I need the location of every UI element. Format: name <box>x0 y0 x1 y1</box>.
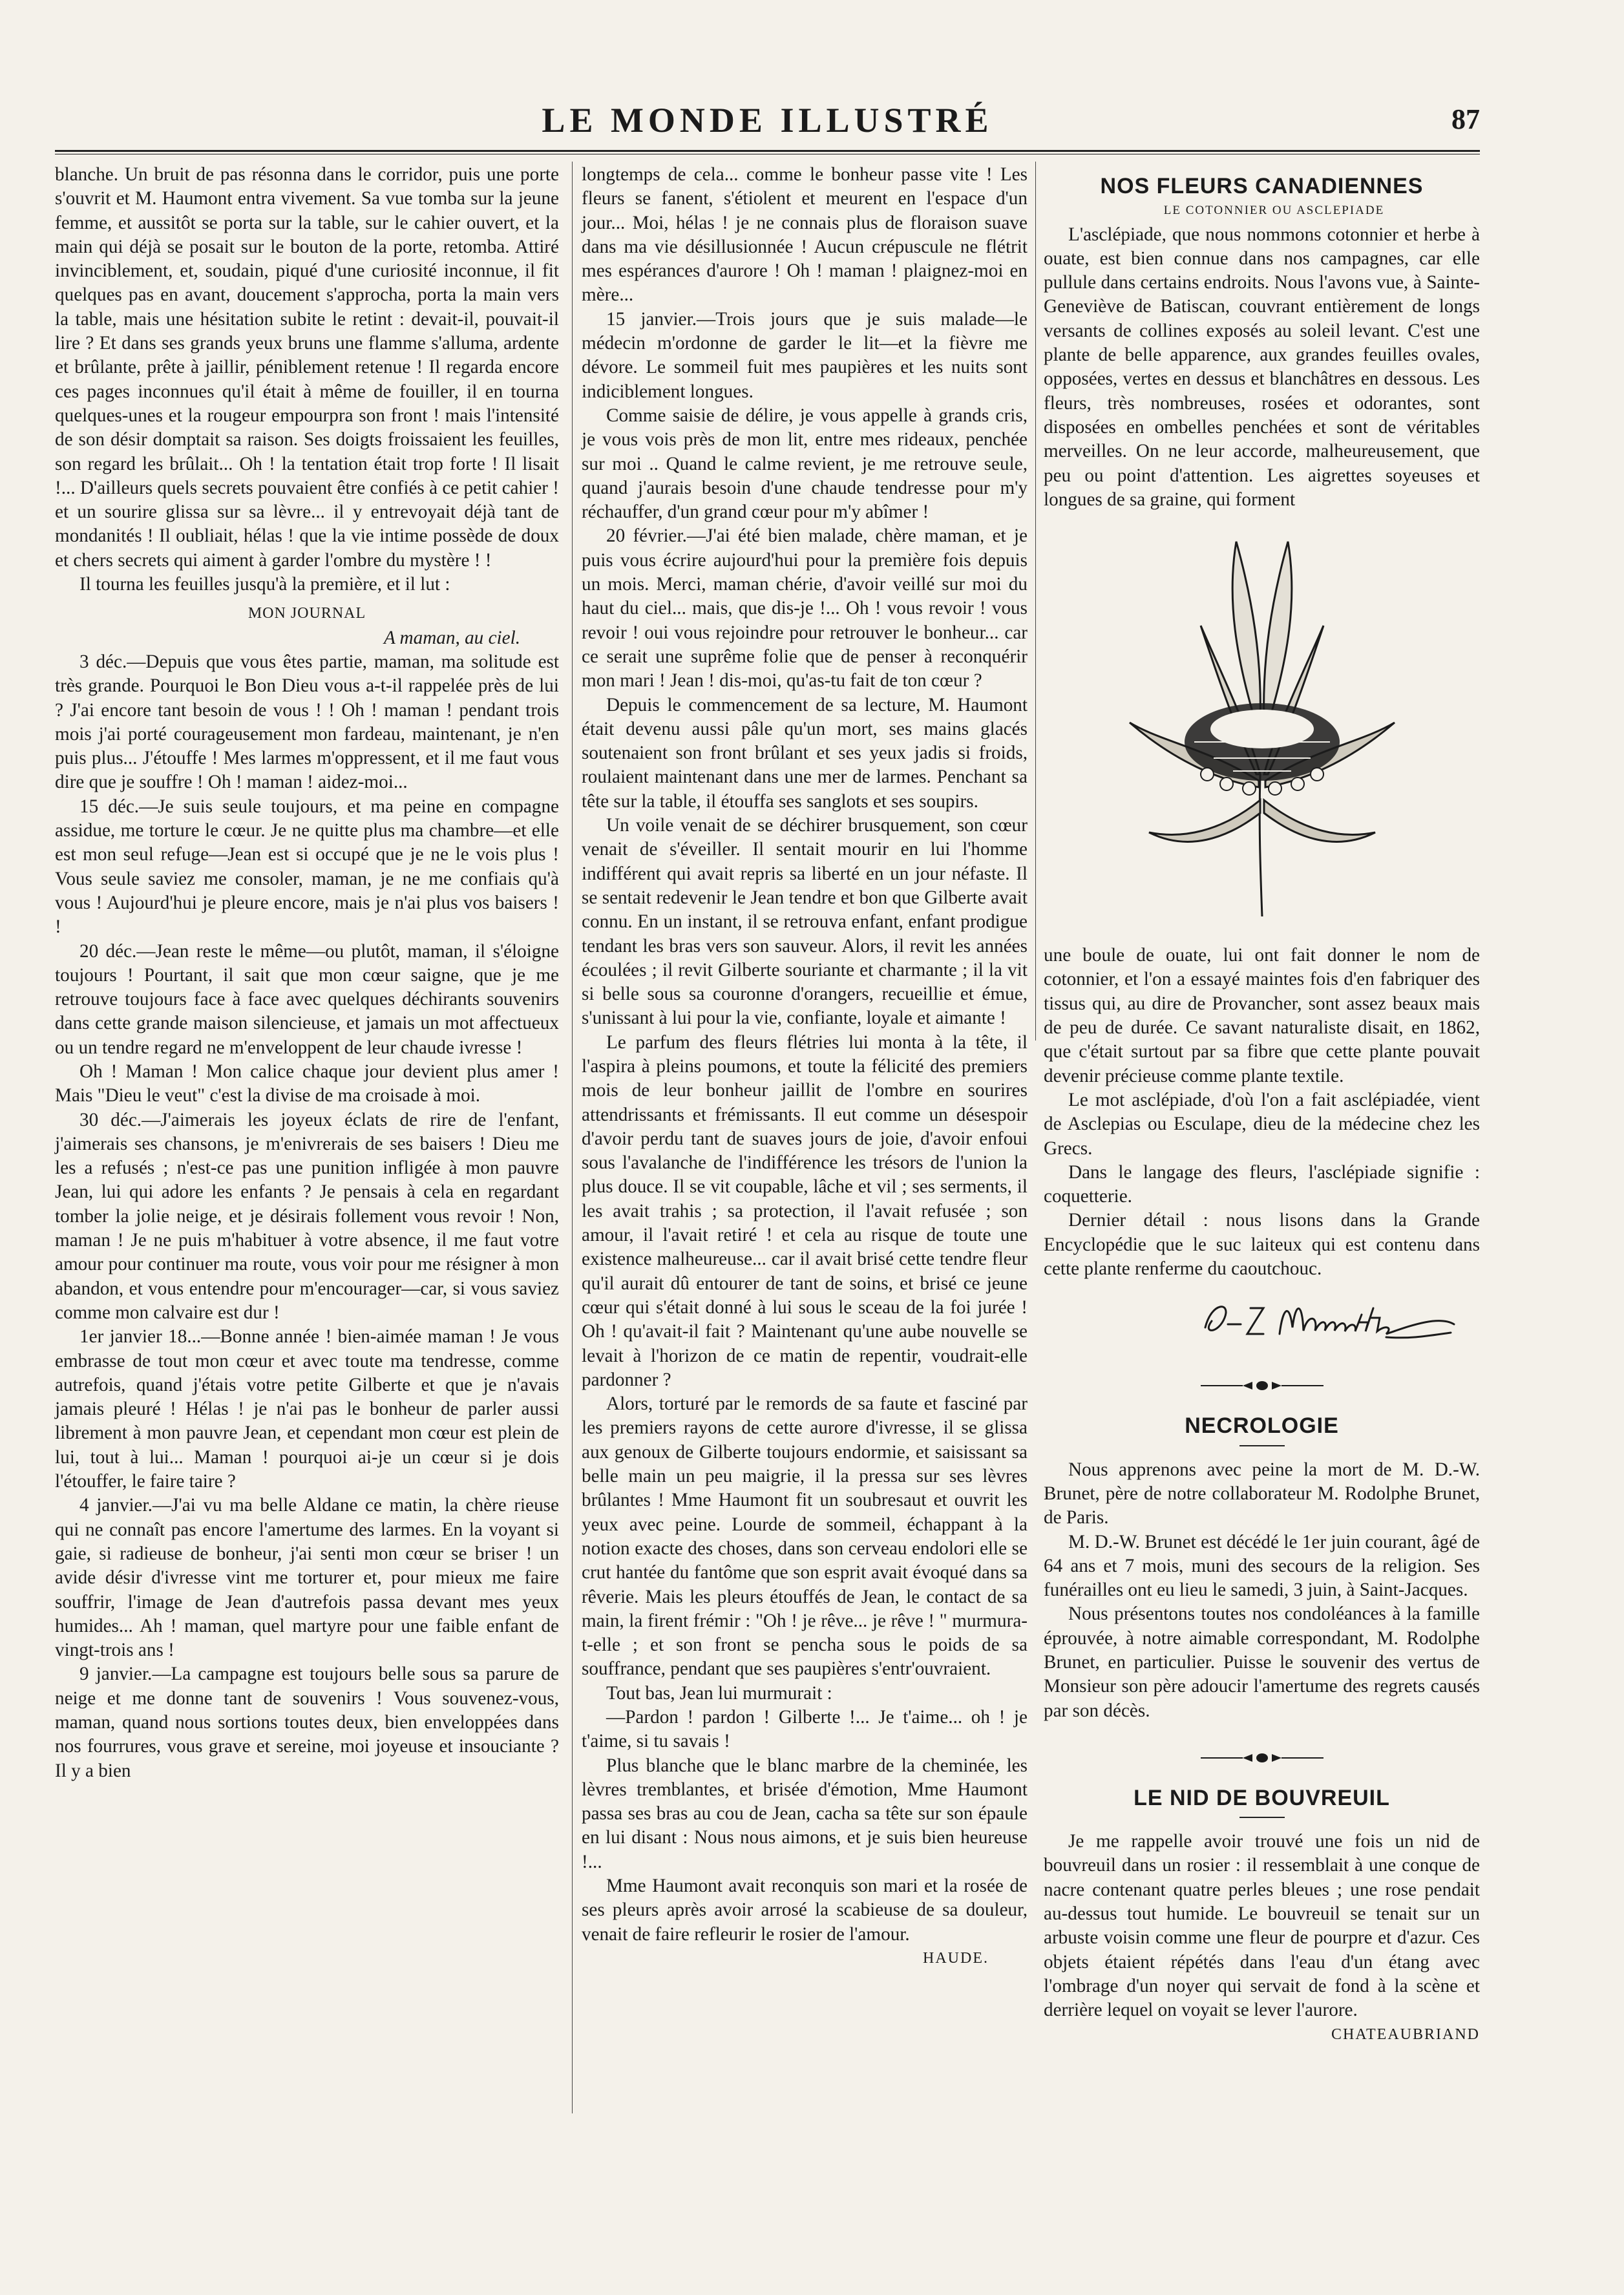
diary-entry: 4 janvier.—J'ai vu ma belle Aldane ce matin, la chère rieuse qui ne connaît pas encore l'amertume des larmes. En la voyant si gaie, si radieuse de bonheur, j'ai senti mon cœur se briser ! un avide désir d'ivresse vint me torturer et, pour mieux me faire souffrir, l'image de Jean d'autrefois passa devant mes yeux humides... Ah ! maman, quel martyre pour une faible enfant de vingt-trois ans ! <box>55 1495 559 1661</box>
paragraph: Nous apprenons avec peine la mort de M. D.-W. Brunet, père de notre collaborateur M. Rodolphe Brunet, de Paris. <box>1044 1459 1480 1528</box>
journal-title: MON JOURNAL <box>248 605 366 622</box>
milkweed-illustration <box>1123 529 1401 929</box>
column-1 <box>55 163 559 1783</box>
heading-rule <box>1239 1817 1285 1818</box>
diary-entry: 20 déc.—Jean reste le même—ou plutôt, maman, il s'éloigne toujours ! Pourtant, il sait que mon cœur saigne, que je me retrouve toujours face à face avec quelques déchirants souvenirs dans cette grande maison silencieuse, et jamais un mot affectueux ou un tendre regard ne m'enveloppent de leur chaude ivresse ! <box>55 940 559 1058</box>
quote-signature: CHATEAUBRIAND <box>1331 2025 1480 2043</box>
paragraph: longtemps de cela... comme le bonheur passe vite ! Les fleurs se fanent, s'étiolent et meurent en l'espace d'un jour... Moi, hélas ! je ne connais plus de floraison suave dans ma vie désillusionnée ! Aucun crépuscule ne flétrit mes espérances d'aurore ! Oh ! maman ! plaignez-moi en mère... <box>582 164 1028 306</box>
paragraph: —Pardon ! pardon ! Gilberte !... Je t'aime... oh ! je t'aime, si tu savais ! <box>582 1707 1028 1752</box>
paragraph: Il tourna les feuilles jusqu'à la première, et il lut : <box>79 574 450 595</box>
diary-entry: Oh ! Maman ! Mon calice chaque jour devient plus amer ! Mais "Dieu le veut" c'est la divise de ma croisade à moi. <box>55 1061 559 1106</box>
paragraph: M. D.-W. Brunet est décédé le 1er juin courant, âgé de 64 ans et 7 mois, muni des secours de la religion. Ses funérailles ont eu lieu le samedi, 3 juin, à Saint-Jacques. <box>1044 1531 1480 1601</box>
diary-entry: 15 déc.—Je suis seule toujours, et ma peine en compagne assidue, me torture le cœur. Je ne quitte plus ma chambre—et elle est mon seul refuge—Jean est si occupé que je ne le vois plus ! Vous seule saviez me consoler, maman, je ne me confiais qu'à vous ! Aujourd'hui je pleure encore, mais je n'ai plus vos baisers ! ! <box>55 796 559 938</box>
masthead <box>55 100 1480 152</box>
paragraph: Nous présentons toutes nos condoléances à la famille éprouvée, à notre aimable correspondant, M. Rodolphe Brunet, en particulier. Puisse le souvenir des vertus de Monsieur son père adoucir l'amertume des regrets causés par son décès. <box>1044 1603 1480 1721</box>
paragraph: Dernier détail : nous lisons dans la Grande Encyclopédie que le suc laiteux qui est contenu dans cette plante renferme du caoutchouc. <box>1044 1210 1480 1280</box>
paragraph: Le mot asclépiade, d'où l'on a fait asclépiadée, vient de Asclepias ou Esculape, dieu de la médecine chez les Grecs. <box>1044 1089 1480 1159</box>
paragraph: 20 février.—J'ai été bien malade, chère maman, et je puis vous écrire aujourd'hui pour la première fois depuis un mois. Merci, maman chérie, d'avoir veillé sur moi du haut du ciel... mais, que dis-je !... Oh ! vous revoir ! vous revoir ! oui vous rejoindre pour retrouver le bonheur... car ce serait une suprême folie que de penser à reconquérir mon mari ! Jean ! dis-moi, qu'as-tu fait de ton cœur ? <box>582 525 1028 692</box>
section-heading: NOS FLEURS CANADIENNES <box>1100 174 1424 198</box>
divider-ornament <box>1197 1745 1327 1771</box>
column-divider-1 <box>572 162 573 2113</box>
diary-entry: 1er janvier 18...—Bonne année ! bien-aimée maman ! Je vous embrasse de tout mon cœur et avec toute ma tendresse, comme autrefois, quand j'étais votre petite Gilberte et que je n'avais jamais pleuré ! Hélas ! je n'ai pas le bonheur de parler aussi librement à mon pauvre Jean, et cependant mon cœur est plein de lui, tout à lui... Maman ! pourquoi ai-je un cœur si je dois l'étouffer, le faire taire ? <box>55 1326 559 1492</box>
journal-dedication: A maman, au ciel. <box>383 627 520 648</box>
column-3 <box>1044 175 1480 2047</box>
paragraph: Un voile venait de se déchirer brusquement, son cœur venait de s'éveiller. Il sentait mourir en lui l'homme indifférent qui avait repris sa liberté en un jour néfaste. Il se sentait redevenir le Jean tendre et bon que Gilberte avait connu. En un instant, il se retrouva enfant, enfant prodigue tendant les bras vers son sauveur. Alors, il revit les années écoulées ; il revit Gilberte souriante et charmante ; il la vit si belle sous sa couronne d'orangers, recueillie et émue, s'unissant à lui pour la vie, confiante, loyale et aimante ! <box>582 815 1028 1029</box>
paragraph: blanche. Un bruit de pas résonna dans le corridor, puis une porte s'ouvrit et M. Haumont entra vivement. Sa vue tomba sur la jeune femme, et aussitôt se porta sur la table, sur le cahier ouvert, et la main qui déjà se posait sur le bouton de la porte, retomba. Attiré invinciblement, et, soudain, piqué d'une curiosité inconnue, il fit quelques pas en avant, doucement s'approcha, porta la main vers la table, mais une hésitation subite le retint : devait-il, pouvait-il lire ? Et dans ses grands yeux bruns une flamme s'alluma, ardente et brûlante, prête à jaillir, péniblement retenue ! Il regarda encore ces pages inconnues qu'il était à même de fouiller, il en tourna quelques-unes et la rougeur empourpra son front ! mais l'intensité de son désir domptait sa raison. Ses doigts froissaient les feuilles, son regard les brûlait... Oh ! la tentation était trop forte ! Il lisait !... D'ailleurs quels secrets pouvaient être confiés à ce petit cahier ! et un sourire glissa sur sa lèvre... il y entrevoyait déjà tant de mondanités ! Il oubliait, hélas ! que la vie intime possède de doux et chers secrets qui aiment à garder l'ombre du mystère ! ! <box>55 164 560 571</box>
diary-entry: 30 déc.—J'aimerais les joyeux éclats de rire de l'enfant, j'aimerais ses chansons, je m'enivrerais de ses baisers ! Dieu me les a refusés ; n'est-ce pas une punition infligée à mon pauvre Jean, lui qui adore les enfants ? Je pensais à cela en regardant tomber la jolie neige, et je désirais follement vous revoir ! Non, maman ! Je ne puis m'habituer à votre absence, il me faut votre amour pour continuer ma route, vous voir pour me résigner à mon abandon, et vous entendre pour m'encourager—car, si vous saviez comme mon calvaire est dur ! <box>55 1109 559 1323</box>
section-heading: NECROLOGIE <box>1185 1413 1339 1439</box>
heading-rule <box>1239 1445 1285 1446</box>
paragraph: Alors, torturé par le remords de sa faute et fasciné par les premiers rayons de cette aurore d'ivresse, il se glissa aux genoux de Gilberte toujours endormie, et saisissant sa belle main un peu maigrie, il la pressa sur ses lèvres brûlantes ! Mme Haumont fit un soubresaut et ouvrit les yeux avec peine. Lourde de sommeil, échappant à la notion exacte des choses, dans son cerveau endolori elle se crut hantée du fantôme que son esprit avait évoqué dans sa rêverie. Mais les pleurs étouffés de Jean, le contact de sa main, la firent frémir : "Oh ! je rêve... je rêve ! " murmura-t-elle ; et son front se pencha sous le poids de sa souffrance, pendant que ses paupières s'entr'ouvraient. <box>582 1393 1028 1680</box>
divider-ornament <box>1197 1373 1327 1399</box>
paragraph: une boule de ouate, lui ont fait donner le nom de cotonnier, et l'on a essayé maintes fois d'en fabriquer des tissus qui, au dire de Provancher, sont assez beaux mais de peu de durée. Ce savant naturaliste disait, en 1862, que c'était surtout par sa fibre que cette plante pouvait devenir précieuse comme plante textile. <box>1044 945 1480 1086</box>
page-number: 87 <box>1451 103 1480 135</box>
story-signature: HAUDE. <box>923 1949 989 1967</box>
diary-entry: 3 déc.—Depuis que vous êtes partie, maman, ma solitude est très grande. Pourquoi le Bon Dieu vous a-t-il rappelée près de lui ? J'ai encore tant besoin de vous ! ! Oh ! maman ! pendant trois mois j'ai porté courageusement mon fardeau, maintenant, je n'en puis plus... J'étouffe ! Mes larmes m'oppressent, et il me faut vous dire que je souffre ! Oh ! maman ! aidez-moi... <box>55 651 559 793</box>
paragraph: Plus blanche que le blanc marbre de la cheminée, les lèvres tremblantes, et brisée d'émotion, Mme Haumont passa ses bras au cou de Jean, cacha sa tête sur son épaule en lui disant : Nous nous aimons, et je suis bien heureuse !... <box>582 1755 1028 1872</box>
diary-entry: 9 janvier.—La campagne est toujours belle sous sa parure de neige et me donne tant de souvenirs ! Vous souvenez-vous, maman, quand nous sortions toutes deux, bien enveloppées dans nos fourrures, vous grave et sereine, moi joyeuse et insouciante ? Il y a bien <box>55 1664 559 1781</box>
column-divider-2 <box>1035 162 1036 1041</box>
paragraph: L'asclépiade, que nous nommons cotonnier et herbe à ouate, est bien connue dans nos campagnes, car elle pullule dans certains endroits. Nous l'avons vue, à Sainte-Geneviève de Batiscan, couvrant entièrement de longs versants de collines exposés au soleil levant. C'est une plante de belle apparence, aux grandes feuilles ovales, opposées, vertes en dessus et blanchâtres en dessous. Les fleurs, très nombreuses, rosées et odorantes, sont disposées en ombelles penchées et sont de véritables merveilles. On ne leur accorde, malheureusement, que peu ou point d'attention. Les aigrettes soyeuses et longues de sa graine, qui forment <box>1044 224 1480 510</box>
paragraph: Depuis le commencement de sa lecture, M. Haumont était devenu aussi pâle qu'un mort, ses mains glacés soutenaient son front brûlant et ses yeux jadis si froids, roulaient maintenant dans une mer de larmes. Penchant sa tête sur la table, il étouffa ses sanglots et ses soupirs. <box>582 694 1028 812</box>
paragraph: Mme Haumont avait reconquis son mari et la rosée de ses pleurs après avoir arrosé la scabieuse de sa douleur, venait de faire refleurir le rosier de l'amour. <box>582 1876 1028 1945</box>
author-signature-image <box>1192 1289 1464 1347</box>
header-rule <box>55 150 1480 152</box>
section-subheading: LE COTONNIER OU ASCLEPIADE <box>1163 204 1385 218</box>
newspaper-title: LE MONDE ILLUSTRÉ <box>542 101 993 140</box>
section-heading: LE NID DE BOUVREUIL <box>1134 1785 1390 1810</box>
paragraph: Comme saisie de délire, je vous appelle à grands cris, je vous vois près de mon lit, entre mes rideaux, penchée sur moi .. Quand le calme revient, je me retrouve seule, quand j'aurais besoin d'une chaude tendresse pour m'y réchauffer, d'un grand cœur pour m'y abîmer ! <box>582 405 1028 523</box>
column-2 <box>582 163 1028 1971</box>
paragraph: Le parfum des fleurs flétries lui monta à la tête, il l'aspira à pleins poumons, et toute la félicité des premiers mois de leur bonheur jaillit de l'ombre en sourires attendrissants et frémissants. Il eut comme un désespoir d'avoir perdu tant de suaves jours de joie, d'avoir enfoui sous l'avalanche de l'indifférence les trésors de l'union la plus douce. Il se vit coupable, lâche et vil ; ses serments, il les avait trahis ; sa protection, il l'avait refusée ; son amour, il l'avait retiré ! et cela au risque de toute une existence malheureuse... car il avait brisé cette tendre fleur qu'il aurait dû entourer de tant de soins, et brisé ce jeune cœur qui s'était donné à lui sous le sceau de la foi jurée ! Oh ! qu'avait-il fait ? Maintenant qu'une aube nouvelle se levait à l'horizon de ce matin de repentir, voudrait-elle pardonner ? <box>582 1031 1028 1390</box>
paragraph: Je me rappelle avoir trouvé une fois un nid de bouvreuil dans un rosier : il ressemblait à une conque de nacre contenant quatre perles bleues ; une rose pendait au-dessus tout humide. Le bouvreuil se tenait sur un arbuste voisin comme une fleur de pourpre et d'azur. Ces objets étaient répétés dans l'eau d'un étang avec l'ombrage d'un noyer qui servait de fond à la scène et derrière lequel on voyait se lever l'aurore. <box>1044 1831 1480 2021</box>
paragraph: 15 janvier.—Trois jours que je suis malade—le médecin m'ordonne de garder le lit—et la fièvre me dévore. Le sommeil fuit mes paupières et les nuits sont indiciblement longues. <box>582 308 1028 402</box>
paragraph: Tout bas, Jean lui murmurait : <box>606 1682 832 1704</box>
paragraph: Dans le langage des fleurs, l'asclépiade signifie : coquetterie. <box>1044 1161 1480 1207</box>
